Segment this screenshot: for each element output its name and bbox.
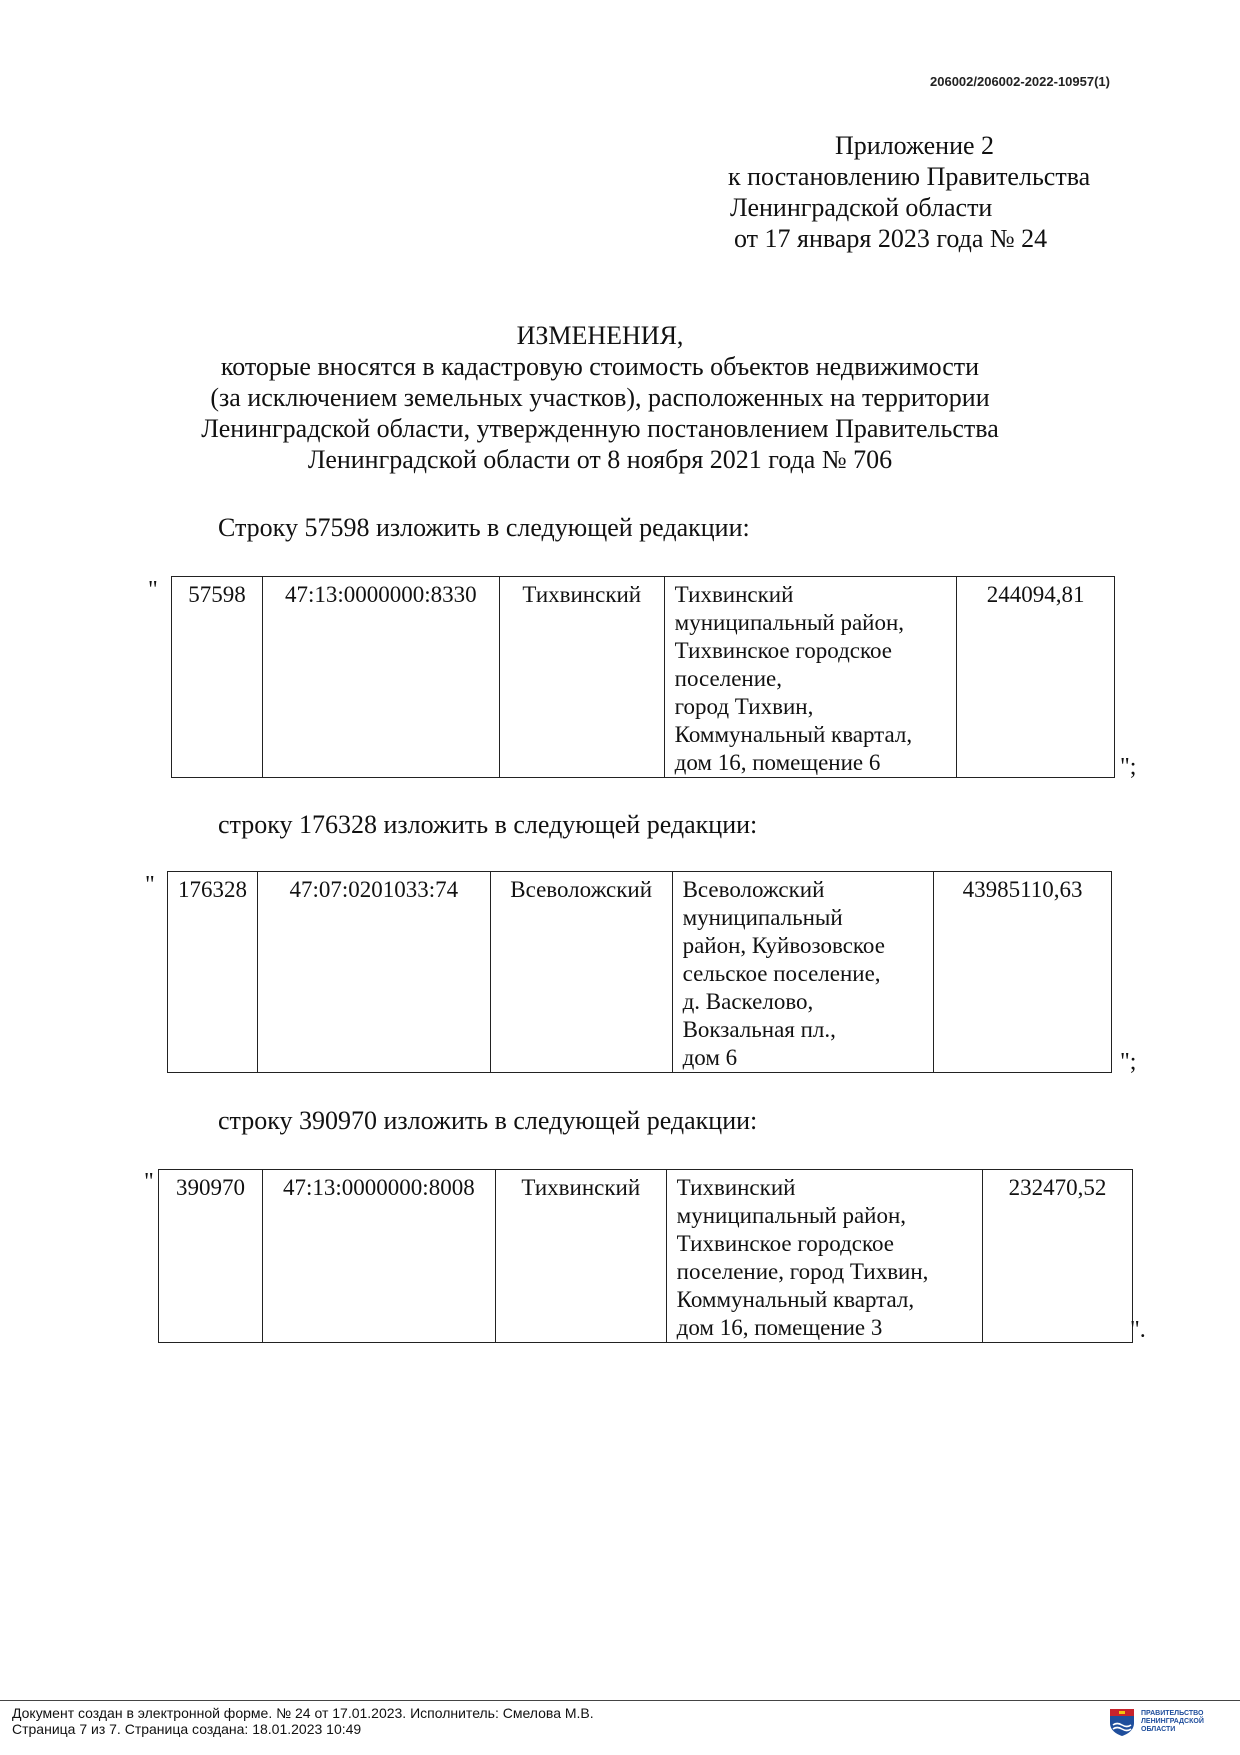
instruction-text: строку 176328 изложить в следующей редакции: <box>218 810 758 839</box>
appendix-number: Приложение 2 <box>835 131 995 160</box>
address-line: Тихвинский <box>674 582 794 607</box>
government-logo <box>1108 1707 1204 1737</box>
cadastral-value-cell: 43985110,63 <box>934 872 1112 1073</box>
table-row <box>159 1170 1133 1343</box>
address-line: муниципальный район, <box>674 610 905 635</box>
table-row <box>172 577 1115 778</box>
address-cell <box>664 577 957 778</box>
district-cell: Тихвинский <box>495 1170 666 1343</box>
logo-line: ОБЛАСТИ <box>1141 1726 1176 1733</box>
row-number-cell: 390970 <box>159 1170 263 1343</box>
close-quote: "; <box>1120 1049 1137 1075</box>
close-quote: ". <box>1130 1317 1146 1343</box>
row-number-cell: 176328 <box>168 872 258 1073</box>
cadastral-value-cell: 244094,81 <box>957 577 1115 778</box>
footer-line: Документ создан в электронной форме. № 24 от 17.01.2023. Исполнитель: Смелова М.В. <box>12 1705 594 1721</box>
address-line: сельское поселение, <box>682 961 881 986</box>
logo-line: ПРАВИТЕЛЬСТВО <box>1141 1710 1204 1717</box>
heading-line: (за исключением земельных участков), расположенных на территории <box>210 383 990 412</box>
close-quote: "; <box>1120 754 1137 780</box>
logo-text <box>1141 1710 1204 1734</box>
open-quote: " <box>145 872 155 898</box>
address-line: Всеволожский <box>682 877 825 902</box>
appendix-region: Ленинградской области <box>730 193 993 222</box>
address-line: Тихвинский <box>676 1175 796 1200</box>
address-line: муниципальный <box>682 905 843 930</box>
row-number-cell: 57598 <box>172 577 263 778</box>
address-line: Тихвинское городское <box>674 638 892 663</box>
address-line: д. Васкелово, <box>682 989 814 1014</box>
table-row <box>168 872 1112 1073</box>
heading-line: Ленинградской области, утвержденную постановлением Правительства <box>201 414 999 443</box>
district-cell: Тихвинский <box>499 577 664 778</box>
address-line: город Тихвин, <box>674 694 814 719</box>
cadastral-number-cell: 47:07:0201033:74 <box>257 872 490 1073</box>
address-line: район, Куйвозовское <box>682 933 885 958</box>
address-cell <box>666 1170 982 1343</box>
cadastral-number-cell: 47:13:0000000:8330 <box>262 577 499 778</box>
heading-title: ИЗМЕНЕНИЯ, <box>516 321 684 350</box>
footer-line: Страница 7 из 7. Страница создана: 18.01.2023 10:49 <box>12 1721 362 1737</box>
document-heading <box>160 320 1040 475</box>
appendix-resolution: к постановлению Правительства <box>728 162 1091 191</box>
appendix-date: от 17 января 2023 года № 24 <box>734 224 1048 253</box>
address-line: поселение, город Тихвин, <box>676 1259 929 1284</box>
address-line: муниципальный район, <box>676 1203 907 1228</box>
heading-line: Ленинградской области от 8 ноября 2021 года № 706 <box>307 445 893 474</box>
coat-of-arms-icon <box>1108 1707 1136 1737</box>
footer-divider <box>0 1700 1240 1701</box>
address-line: поселение, <box>674 666 782 691</box>
address-line: дом 16, помещение 6 <box>674 750 881 775</box>
instruction-text: Строку 57598 изложить в следующей редакции: <box>218 513 750 542</box>
address-line: Коммунальный квартал, <box>676 1287 915 1312</box>
heading-line: которые вносятся в кадастровую стоимость объектов недвижимости <box>220 352 980 381</box>
address-line: дом 6 <box>682 1045 738 1070</box>
appendix-header <box>728 130 1090 254</box>
district-cell: Всеволожский <box>490 872 672 1073</box>
document-id: 206002/206002-2022-10957(1) <box>930 74 1110 89</box>
footer <box>12 1705 594 1737</box>
address-line: Тихвинское городское <box>676 1231 894 1256</box>
address-line: Вокзальная пл., <box>682 1017 836 1042</box>
open-quote: " <box>144 1169 154 1195</box>
cadastral-row-table <box>167 871 1112 1073</box>
cadastral-row-table <box>171 576 1115 778</box>
cadastral-row-table <box>158 1169 1133 1343</box>
open-quote: " <box>148 577 158 603</box>
instruction-text: строку 390970 изложить в следующей редакции: <box>218 1106 758 1135</box>
address-cell <box>672 872 934 1073</box>
logo-line: ЛЕНИНГРАДСКОЙ <box>1141 1718 1204 1725</box>
address-line: Коммунальный квартал, <box>674 722 913 747</box>
cadastral-number-cell: 47:13:0000000:8008 <box>262 1170 495 1343</box>
address-line: дом 16, помещение 3 <box>676 1315 883 1340</box>
cadastral-value-cell: 232470,52 <box>983 1170 1133 1343</box>
